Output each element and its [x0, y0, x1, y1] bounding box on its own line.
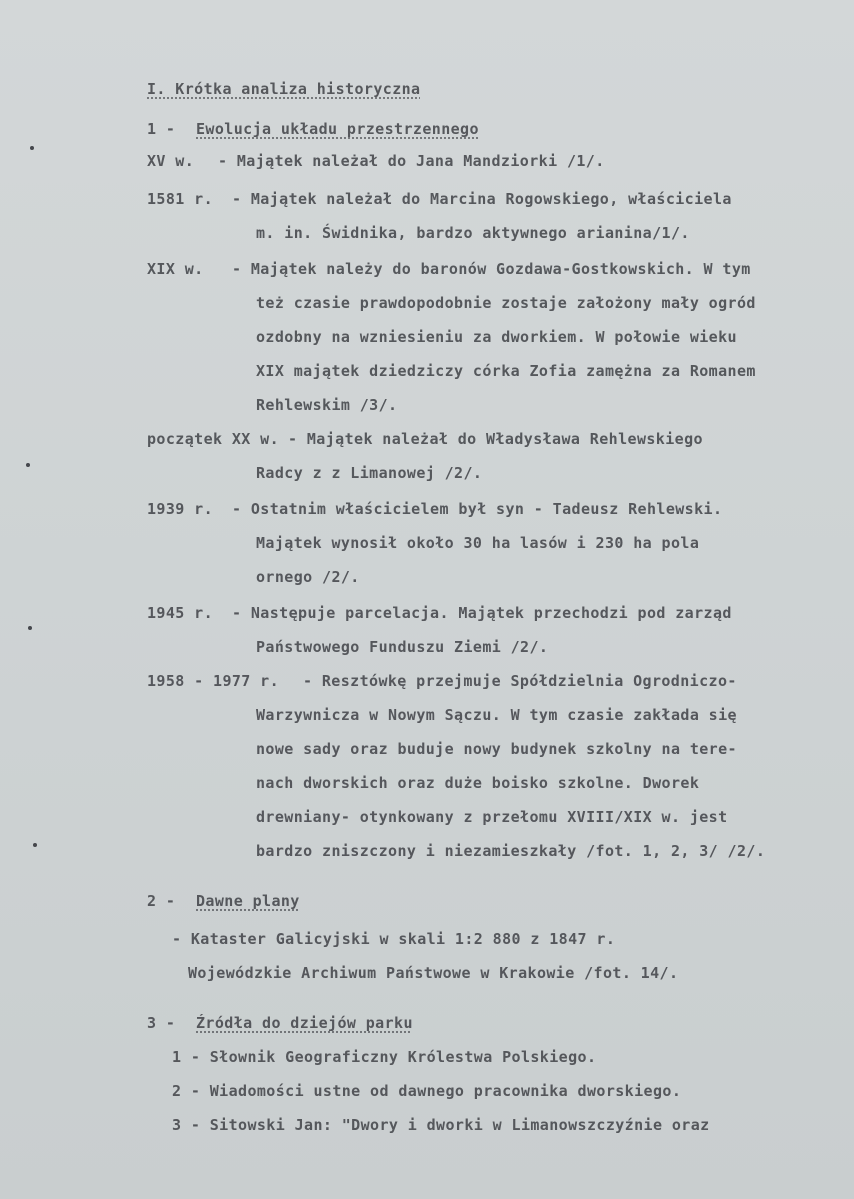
entry-date: 1939 r.	[147, 500, 214, 518]
entry-text: też czasie prawdopodobnie zostaje założony mały ogród	[256, 294, 756, 312]
entry-text: bardzo zniszczony i niezamieszkały /fot. 1, 2, 3/ /2/.	[256, 842, 766, 860]
entry-text: drewniany- otynkowany z przełomu XVIII/XIX w. jest	[256, 808, 728, 826]
entry-text: Majątek wynosił około 30 ha lasów i 230 ha pola	[256, 534, 700, 552]
entry-text: - Majątek należy do baronów Gozdawa-Gostkowskich. W tym	[232, 260, 751, 278]
section-2-line: - Kataster Galicyjski w skali 1:2 880 z 1847 r.	[172, 930, 616, 948]
entry-text: nach dworskich oraz duże boisko szkolne. Dworek	[256, 774, 700, 792]
entry-date: początek XX w.	[147, 430, 280, 448]
margin-speck	[33, 843, 37, 847]
section-2-title: Dawne plany	[196, 892, 300, 910]
entry-text: nowe sady oraz buduje nowy budynek szkolny na tere-	[256, 740, 737, 758]
margin-speck	[28, 626, 32, 630]
margin-speck	[30, 146, 34, 150]
entry-text: - Ostatnim właścicielem był syn - Tadeusz Rehlewski.	[232, 500, 723, 518]
section-3-line: 3 - Sitowski Jan: "Dwory i dworki w Limanowszczyźnie oraz	[172, 1116, 710, 1134]
entry-text: - Majątek należał do Jana Mandziorki /1/.	[218, 152, 605, 170]
entry-date: 1958 - 1977 r.	[147, 672, 280, 690]
entry-text: - Majątek należał do Władysława Rehlewskiego	[288, 430, 703, 448]
entry-text: Państwowego Funduszu Ziemi /2/.	[256, 638, 549, 656]
entry-text: ornego /2/.	[256, 568, 360, 586]
entry-date: XV w.	[147, 152, 195, 170]
section-3-line: 1 - Słownik Geograficzny Królestwa Polskiego.	[172, 1048, 597, 1066]
entry-text: Warzywnicza w Nowym Sączu. W tym czasie zakłada się	[256, 706, 737, 724]
section-2-line: Wojewódzkie Archiwum Państwowe w Krakowie /fot. 14/.	[188, 964, 679, 982]
margin-speck	[26, 463, 30, 467]
entry-text: m. in. Świdnika, bardzo aktywnego arianina/1/.	[256, 224, 690, 242]
entry-text: Radcy z z Limanowej /2/.	[256, 464, 483, 482]
page-heading: I. Krótka analiza historyczna	[147, 80, 421, 98]
section-3-number: 3 -	[147, 1014, 185, 1032]
entry-text: Rehlewskim /3/.	[256, 396, 398, 414]
entry-text: ozdobny na wzniesieniu za dworkiem. W połowie wieku	[256, 328, 737, 346]
section-3-line: 2 - Wiadomości ustne od dawnego pracownika dworskiego.	[172, 1082, 682, 1100]
entry-text: - Majątek należał do Marcina Rogowskiego, właściciela	[232, 190, 732, 208]
entry-date: 1945 r.	[147, 604, 214, 622]
section-2-number: 2 -	[147, 892, 185, 910]
section-3-title: Źródła do dziejów parku	[196, 1014, 413, 1032]
section-1-number: 1 -	[147, 120, 185, 138]
entry-text: - Następuje parcelacja. Majątek przechodzi pod zarząd	[232, 604, 732, 622]
entry-date: XIX w.	[147, 260, 204, 278]
section-1-title: Ewolucja układu przestrzennego	[196, 120, 479, 138]
entry-text: XIX majątek dziedziczy córka Zofia zamężna za Romanem	[256, 362, 756, 380]
entry-date: 1581 r.	[147, 190, 214, 208]
entry-text: - Resztówkę przejmuje Spółdzielnia Ogrodniczo-	[303, 672, 737, 690]
